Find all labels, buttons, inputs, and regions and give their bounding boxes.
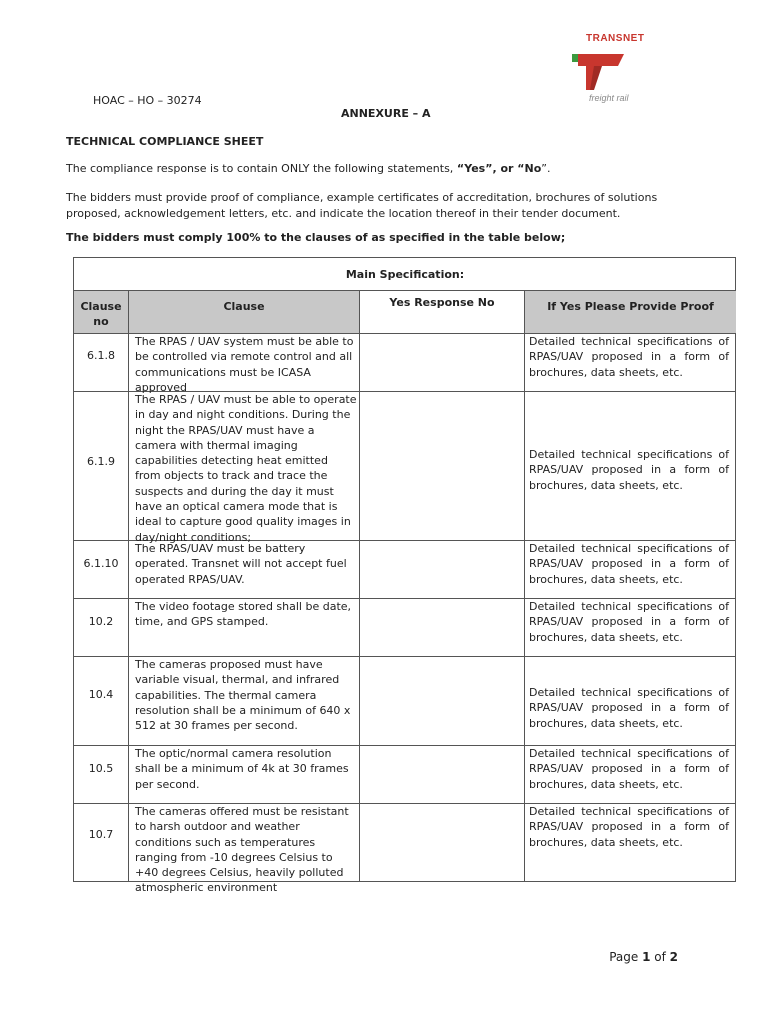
specification-table: [73, 257, 736, 895]
proof-text: Detailed technical specifications of RPAS/UAV proposed in a form of brochures, data sheets, etc.: [529, 335, 729, 379]
logo-subtitle: freight rail: [589, 93, 629, 103]
clause-text: The RPAS / UAV system must be able to be controlled via remote control and all communications must be ICASA approved: [135, 335, 354, 394]
clause-number: 10.7: [88, 828, 114, 841]
clause-text: The cameras offered must be resistant to harsh outdoor and weather conditions such as temperatures ranging from -10 degrees Celsius to +40 degrees Celsius, heavily polluted atmospheric environment: [135, 805, 349, 895]
proof-paragraph: The bidders must provide proof of compliance, example certificates of accreditation, brochures of solutions proposed, acknowledgement letters, etc. and indicate the location thereof in their tender document.: [66, 191, 658, 220]
page-number: Page 1 of 2: [609, 950, 678, 964]
compliance-statement: The compliance response is to contain ONLY the following statements, “Yes”, or “No”.: [66, 162, 551, 175]
annexure-title: ANNEXURE – A: [341, 107, 431, 120]
page-title: TECHNICAL COMPLIANCE SHEET: [66, 135, 264, 148]
clause-number: 6.1.9: [87, 455, 115, 468]
clause-number: 10.4: [88, 688, 114, 701]
clause-text: The cameras proposed must have variable visual, thermal, and infrared capabilities. The thermal camera resolution shall be a minimum of 640 x 512 at 30 frames per second.: [135, 658, 351, 733]
clause-text: The RPAS/UAV must be battery operated. Transnet will not accept fuel operated RPAS/UAV.: [135, 542, 347, 586]
header-proof: If Yes Please Provide Proof: [547, 300, 714, 313]
proof-text: Detailed technical specifications of RPAS/UAV proposed in a form of brochures, data sheets, etc.: [529, 600, 729, 644]
clause-number: 10.2: [88, 615, 114, 628]
proof-text: Detailed technical specifications of RPAS/UAV proposed in a form of brochures, data sheets, etc.: [529, 747, 729, 791]
clause-text: The video footage stored shall be date, time, and GPS stamped.: [135, 600, 352, 629]
document-reference: HOAC – HO – 30274: [93, 94, 202, 107]
proof-text: Detailed technical specifications of RPAS/UAV proposed in a form of brochures, data sheets, etc.: [529, 448, 729, 492]
table-title: Main Specification:: [345, 268, 465, 281]
comply-paragraph: The bidders must comply 100% to the clauses of as specified in the table below;: [66, 231, 566, 244]
transnet-wordmark: TRANSNET: [586, 33, 645, 44]
header-clause-no: Clause no: [80, 300, 122, 329]
transnet-logo-icon: [572, 50, 632, 94]
proof-text: Detailed technical specifications of RPAS/UAV proposed in a form of brochures, data sheets, etc.: [529, 805, 729, 849]
clause-number: 10.5: [88, 762, 114, 775]
clause-number: 6.1.10: [83, 557, 119, 570]
clause-text: The optic/normal camera resolution shall be a minimum of 4k at 30 frames per second.: [135, 747, 349, 791]
clause-text: The RPAS / UAV must be able to operate in day and night conditions. During the night the RPAS/UAV must have a camera with thermal imaging capabilities detecting heat emitted from objects to track and trace the suspects and during the day it must have an optical camera mode that is ideal to capture good quality images in day/night conditions;: [135, 393, 357, 544]
header-clause: Clause: [223, 300, 265, 313]
clause-number: 6.1.8: [87, 349, 115, 362]
proof-text: Detailed technical specifications of RPAS/UAV proposed in a form of brochures, data sheets, etc.: [529, 686, 729, 730]
proof-text: Detailed technical specifications of RPAS/UAV proposed in a form of brochures, data sheets, etc.: [529, 542, 729, 586]
header-response: Yes Response No: [389, 296, 495, 309]
